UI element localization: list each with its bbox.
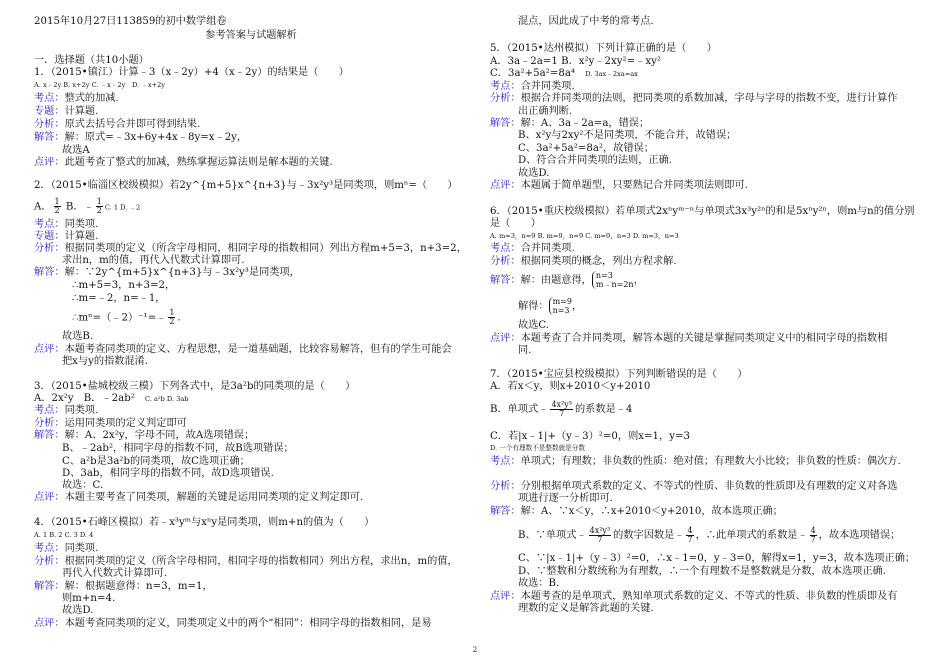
fraction: $\frac{1}{2}$ bbox=[96, 197, 102, 215]
q6-jieda: 解答：解：由题意得， n=3 m﹣n=2n ， bbox=[490, 271, 644, 289]
q5-jieda-line: 故选D. bbox=[518, 168, 550, 179]
q7-dianping-line: 理数的定义是解答此题的关键. bbox=[518, 603, 654, 614]
q3-kaodian: 考点：同类项. bbox=[34, 405, 99, 416]
q7-dianping: 点评：本题考查的是单项式，熟知单项式系数的定义、不等式的性质、非负数的性质即及有 bbox=[490, 591, 898, 602]
q5-options-line1: A．3a﹣2a=1 B．x²y﹣2xy²=﹣xy² bbox=[490, 56, 661, 67]
q1-jieda-line: 故选A bbox=[62, 145, 90, 156]
fraction: $\frac{\text{4x²y³}}{7}$ bbox=[551, 399, 572, 418]
q6-options: A. m=3，n=9 B. m=9，n=9 C. m=9，n=3 D. m=3，n=3 bbox=[490, 232, 679, 240]
q2-stem: 2．（2015•临淄区校级模拟）若2y^{m+5}x^{n+3}与﹣3x²y³是同类项，则mⁿ=（ ） bbox=[34, 180, 458, 191]
q7-option-c: C．若|x﹣1|+（y﹣3）²=0，则x=1，y=3 bbox=[490, 431, 690, 442]
q2-dianping-line: 把x与y的指数混淆. bbox=[62, 356, 149, 367]
q2-fenxi: 分析：根据同类项的定义（所含字母相同，相同字母的指数相同）列出方程m+5=3，n+3=2， bbox=[34, 243, 467, 254]
equation-system: n=3 m﹣n=2n bbox=[592, 271, 634, 289]
q3-options: A．2x²y B．﹣2ab² C. a²b D. 3ab bbox=[34, 393, 189, 404]
q2-dianping: 点评：本题考查同类项的定义、方程思想，是一道基础题，比较容易解答，但有的学生可能会 bbox=[34, 344, 452, 355]
fraction: $\frac{1}{2}$ bbox=[54, 197, 60, 215]
q3-stem: 3．（2015•盐城校级三模）下列各式中，是3a²b的同类项的是（ ） bbox=[34, 381, 356, 392]
q6-fenxi: 分析：根据同类项的概念，列出方程求解. bbox=[490, 256, 677, 267]
q2-options: A． $\frac{1}{2}$ B．﹣ $\frac{1}{2}$ C. 1 D. ﹣2 bbox=[34, 197, 141, 215]
q4-jieda-line: 故选D. bbox=[62, 605, 94, 616]
q7-fenxi: 分析：分别根据单项式系数的定义、不等式的性质、非负数的性质即及有理数的定义对各选 bbox=[490, 481, 898, 492]
doc-title: 2015年10月27日113859的初中数学组卷 bbox=[34, 16, 227, 27]
q4-kaodian: 考点：同类项. bbox=[34, 543, 99, 554]
q1-zhuanti: 专题：计算题. bbox=[34, 106, 99, 117]
q2-jieda-line: ∴m+5=3，n+3=2， bbox=[72, 280, 176, 291]
q3-jieda: 解答：解：A、2x²y，字母不同，故A选项错误； bbox=[34, 430, 255, 441]
q7-option-b: B．单项式﹣ $\frac{\text{4x²y³}}{7}$ 的系数是﹣4 bbox=[490, 399, 633, 418]
q2-zhuanti: 专题：计算题. bbox=[34, 231, 99, 242]
q3-jieda-line: 故选：C. bbox=[62, 480, 104, 491]
doc-subtitle: 参考答案与试题解析 bbox=[205, 30, 297, 41]
q4-jieda-line: 则m+n=4. bbox=[62, 593, 116, 604]
fraction: $\frac{4}{7}$ bbox=[810, 525, 816, 544]
q1-fenxi: 分析：原式去括号合并即可得到结果. bbox=[34, 119, 201, 130]
q5-jieda-line: D、符合合并同类项的法则，正确. bbox=[518, 155, 673, 166]
q2-jieda: 解答：解：∵2y^{m+5}x^{n+3}与﹣3x²y³是同类项， bbox=[34, 267, 300, 278]
q4-dianping: 点评：本题考查同类项的定义，同类项定义中的两个“相同”：相同字母的指数相同，是易 bbox=[34, 618, 432, 629]
q4-jieda: 解答：解：根据题意得：n=3，m=1， bbox=[34, 581, 213, 592]
fraction: $\frac{\text{4x²y³}}{7}$ bbox=[589, 525, 611, 544]
q7-jieda-line: 故选：B. bbox=[518, 578, 560, 589]
q3-jieda-line: D、3ab，相同字母的指数不同，故D选项错误. bbox=[62, 468, 274, 479]
q5-options-line2: C．3a²+5a²=8a⁴ D. 3ax﹣2xa=ax bbox=[490, 68, 638, 79]
q5-kaodian: 考点：合并同类项. bbox=[490, 81, 575, 92]
q5-fenxi: 分析：根据合并同类项的法则，把同类项的系数加减，字母与字母的指数不变，进行计算作 bbox=[490, 93, 898, 104]
q7-option-d: D. 一个有理数不是整数就是分数 bbox=[490, 444, 585, 452]
q5-stem: 5．（2015•达州模拟）下列计算正确的是（ ） bbox=[490, 43, 717, 54]
q7-jieda: 解答：解：A、∵x＜y，∴x+2010＜y+2010，故本选项正确； bbox=[490, 506, 783, 517]
q4-options: A. 1 B. 2 C. 3 D. 4 bbox=[34, 531, 94, 539]
q6-jieda-line: 解得： m=9 n=3 ， bbox=[518, 297, 583, 315]
q6-jieda-line: 故选C. bbox=[518, 320, 550, 331]
page-number: 2 bbox=[472, 646, 478, 654]
q2-fenxi-line: 求出n，m的值，再代入代数式计算即可. bbox=[62, 255, 245, 266]
q4-fenxi-line: 再代入代数式计算即可. bbox=[62, 568, 168, 579]
q5-jieda-line: B、x²y与2xy²不是同类项，不能合并，故错误； bbox=[518, 130, 737, 141]
q7-jieda-line: C、∵|x﹣1|+（y﹣3）²=0，∴x﹣1=0，y﹣3=0，解得x=1，y=3，故本选项正确； bbox=[518, 553, 916, 564]
q2-jieda-line: ∴mⁿ=（﹣2）⁻¹=﹣ $\frac{1}{2}$ . bbox=[72, 308, 181, 326]
q2-jieda-line: 故选B. bbox=[62, 331, 94, 342]
q7-jieda-line: B、∵单项式﹣ $\frac{\text{4x²y³}}{7}$ 的数字因数是﹣ $\frac{4}{7}$ ，∴此单项式的系数是﹣ $\frac{4}{7}$ ，故本选项错误； bbox=[518, 525, 901, 544]
q6-dianping-line: 同. bbox=[518, 345, 532, 356]
q5-dianping: 点评：本题属于简单题型，只要熟记合并同类项法则即可. bbox=[490, 180, 748, 191]
q2-kaodian: 考点：同类项. bbox=[34, 219, 99, 230]
q7-jieda-line: D、∵整数和分数统称为有理数，∴一个有理数不是整数就是分数，故本选项正确. bbox=[518, 566, 886, 577]
equation-system: m=9 n=3 bbox=[549, 297, 572, 315]
q7-option-a: A．若x＜y，则x+2010＜y+2010 bbox=[490, 381, 651, 392]
q6-dianping: 点评：本题考查了合并同类项，解答本题的关键是掌握同类项定义中的相同字母的指数相 bbox=[490, 333, 888, 344]
q3-fenxi: 分析：运用同类项的定义判定即可 bbox=[34, 418, 187, 429]
q1-kaodian: 考点：整式的加减. bbox=[34, 93, 119, 104]
q5-jieda-line: C、3a²+5a²=8a²，故错误； bbox=[518, 143, 654, 154]
q4-stem: 4．（2015•石峰区模拟）若﹣x³yᵐ与xⁿy是同类项，则m+n的值为（ ） bbox=[34, 517, 375, 528]
continued-text: 混点，因此成了中考的常考点. bbox=[518, 16, 654, 27]
q2-jieda-line: ∴m=﹣2，n=﹣1， bbox=[72, 293, 166, 304]
q6-kaodian: 考点：合并同类项. bbox=[490, 243, 575, 254]
q3-jieda-line: B、﹣2ab²，相同字母的指数不同，故B选项错误； bbox=[62, 443, 294, 454]
q3-jieda-line: C、a²b是3a²b的同类项，故C选项正确； bbox=[62, 456, 250, 467]
fraction: $\frac{1}{2}$ bbox=[169, 308, 175, 326]
section-heading: 一．选择题（共10小题） bbox=[34, 55, 149, 66]
q1-jieda: 解答：解：原式=﹣3x+6y+4x﹣8y=x﹣2y， bbox=[34, 132, 248, 143]
q3-dianping: 点评：本题主要考查了同类项，解题的关键是运用同类项的定义判定即可. bbox=[34, 492, 364, 503]
q5-jieda: 解答：解：A、3a﹣2a=a，错误； bbox=[490, 118, 650, 129]
q7-fenxi-line: 项进行逐一分析即可. bbox=[518, 493, 613, 504]
q1-stem: 1．（2015•镇江）计算﹣3（x﹣2y）+4（x﹣2y）的结果是（ ） bbox=[34, 67, 349, 78]
q7-stem: 7．（2015•宝应县校级模拟）下列判断错误的是（ ） bbox=[490, 369, 748, 380]
q7-kaodian: 考点：单项式；有理数；非负数的性质：绝对值；有理数大小比较；非负数的性质：偶次方. bbox=[490, 456, 901, 467]
fraction: $\frac{4}{7}$ bbox=[687, 525, 693, 544]
q6-stem-line: 是（ ） bbox=[490, 218, 541, 229]
q1-dianping: 点评：此题考查了整式的加减，熟练掌握运算法则是解本题的关键. bbox=[34, 157, 333, 168]
q4-fenxi: 分析：根据同类项的定义（所含字母相同，相同字母的指数相同）列出方程，求出n，m的值， bbox=[34, 556, 458, 567]
q1-options: A. x﹣2y B. x+2y C. ﹣x﹣2y D. ﹣x+2y bbox=[34, 81, 166, 89]
q5-fenxi-line: 出正确判断. bbox=[518, 106, 573, 117]
q6-stem: 6．（2015•重庆校级模拟）若单项式2xⁿyᵐ⁻ⁿ与单项式3x³y²ⁿ的和是5xⁿy²ⁿ，则m与n的值分别 bbox=[490, 206, 915, 217]
